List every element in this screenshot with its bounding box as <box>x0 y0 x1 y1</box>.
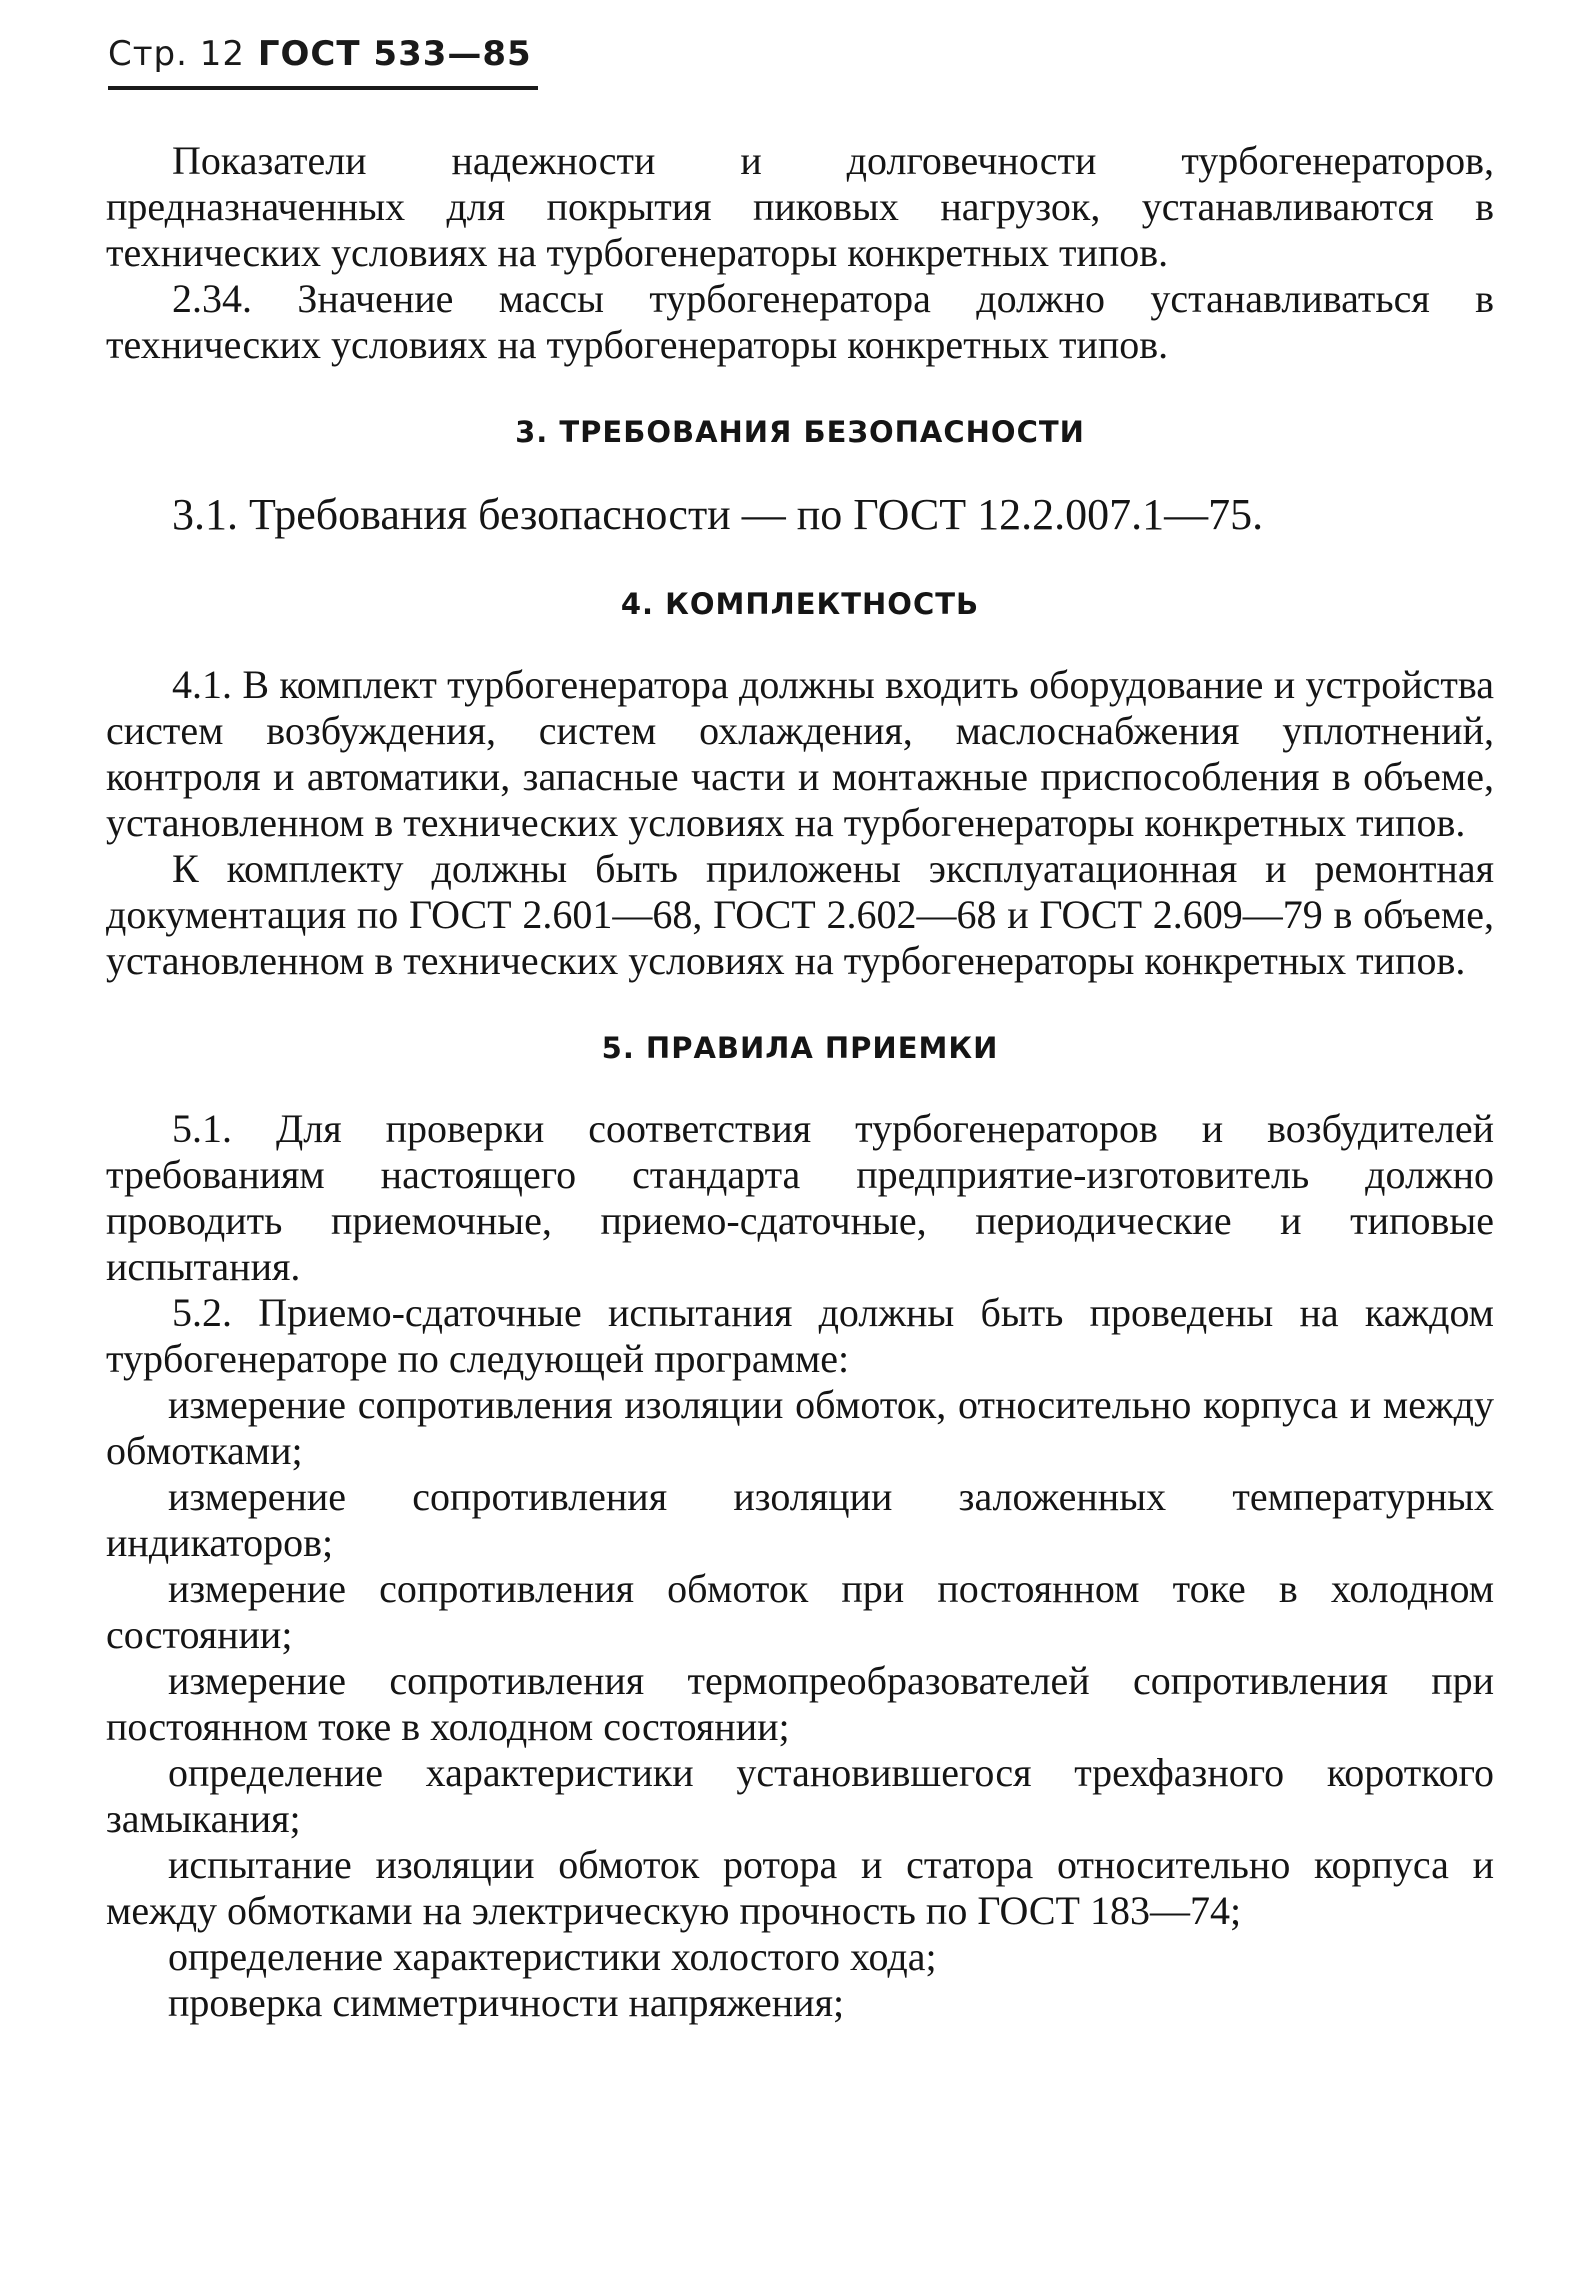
paragraph-5-2: 5.2. Приемо-сдаточные испытания должны быть проведены на каждом турбогенераторе по следующей программе: <box>106 1290 1494 1381</box>
section-heading-acceptance: 5. ПРАВИЛА ПРИЕМКИ <box>601 1031 999 1065</box>
list-item: проверка симметричности напряжения; <box>168 1980 845 2025</box>
paragraph-5-1: 5.1. Для проверки соответствия турбогенераторов и возбудителей требованиям настоящего стандарта предприятие-изготовитель должно проводить приемочные, приемо-сдаточные, периодические и типовые испытания. <box>106 1106 1494 1289</box>
section-heading-safety: 3. ТРЕБОВАНИЯ БЕЗОПАСНОСТИ <box>515 415 1085 449</box>
list-item: измерение сопротивления обмоток при постоянном токе в холодном состоянии; <box>106 1566 1494 1657</box>
paragraph-2-34: 2.34. Значение массы турбогенератора должно устанавливаться в технических условиях на турбогенераторы конкретных типов. <box>106 276 1494 367</box>
document-body <box>106 138 1494 2026</box>
header-rule <box>108 86 538 90</box>
list-item: испытание изоляции обмоток ротора и статора относительно корпуса и между обмотками на электрическую прочность по ГОСТ 183—74; <box>106 1842 1494 1933</box>
list-item: измерение сопротивления изоляции обмоток, относительно корпуса и между обмотками; <box>106 1382 1494 1473</box>
paragraph-documentation: К комплекту должны быть приложены эксплуатационная и ремонтная документация по ГОСТ 2.601—68, ГОСТ 2.602—68 и ГОСТ 2.609—79 в объеме, установленном в технических условиях на турбогенераторы конкретных типов. <box>106 846 1494 983</box>
list-item: определение характеристики холостого хода; <box>168 1934 937 1979</box>
paragraph-3-1: 3.1. Требования безопасности — по ГОСТ 12.2.007.1—75. <box>172 490 1264 539</box>
paragraph-reliability: Показатели надежности и долговечности турбогенераторов, предназначенных для покрытия пиковых нагрузок, устанавливаются в технических условиях на турбогенераторы конкретных типов. <box>106 138 1494 275</box>
page-number: Стр. 12 <box>108 34 246 74</box>
list-item: определение характеристики установившегося трехфазного короткого замыкания; <box>106 1750 1494 1841</box>
standard-code: ГОСТ 533—85 <box>257 34 532 74</box>
list-item: измерение сопротивления термопреобразователей сопротивления при постоянном токе в холодном состоянии; <box>106 1658 1494 1749</box>
list-item: измерение сопротивления изоляции заложенных температурных индикаторов; <box>106 1474 1494 1565</box>
section-heading-completeness: 4. КОМПЛЕКТНОСТЬ <box>620 587 980 621</box>
page-header <box>108 34 532 74</box>
paragraph-4-1: 4.1. В комплект турбогенератора должны входить оборудование и устройства систем возбуждения, систем охлаждения, маслоснабжения уплотнений, контроля и автоматики, запасные части и монтажные приспособления в объеме, установленном в технических условиях на турбогенераторы конкретных типов. <box>106 662 1494 845</box>
